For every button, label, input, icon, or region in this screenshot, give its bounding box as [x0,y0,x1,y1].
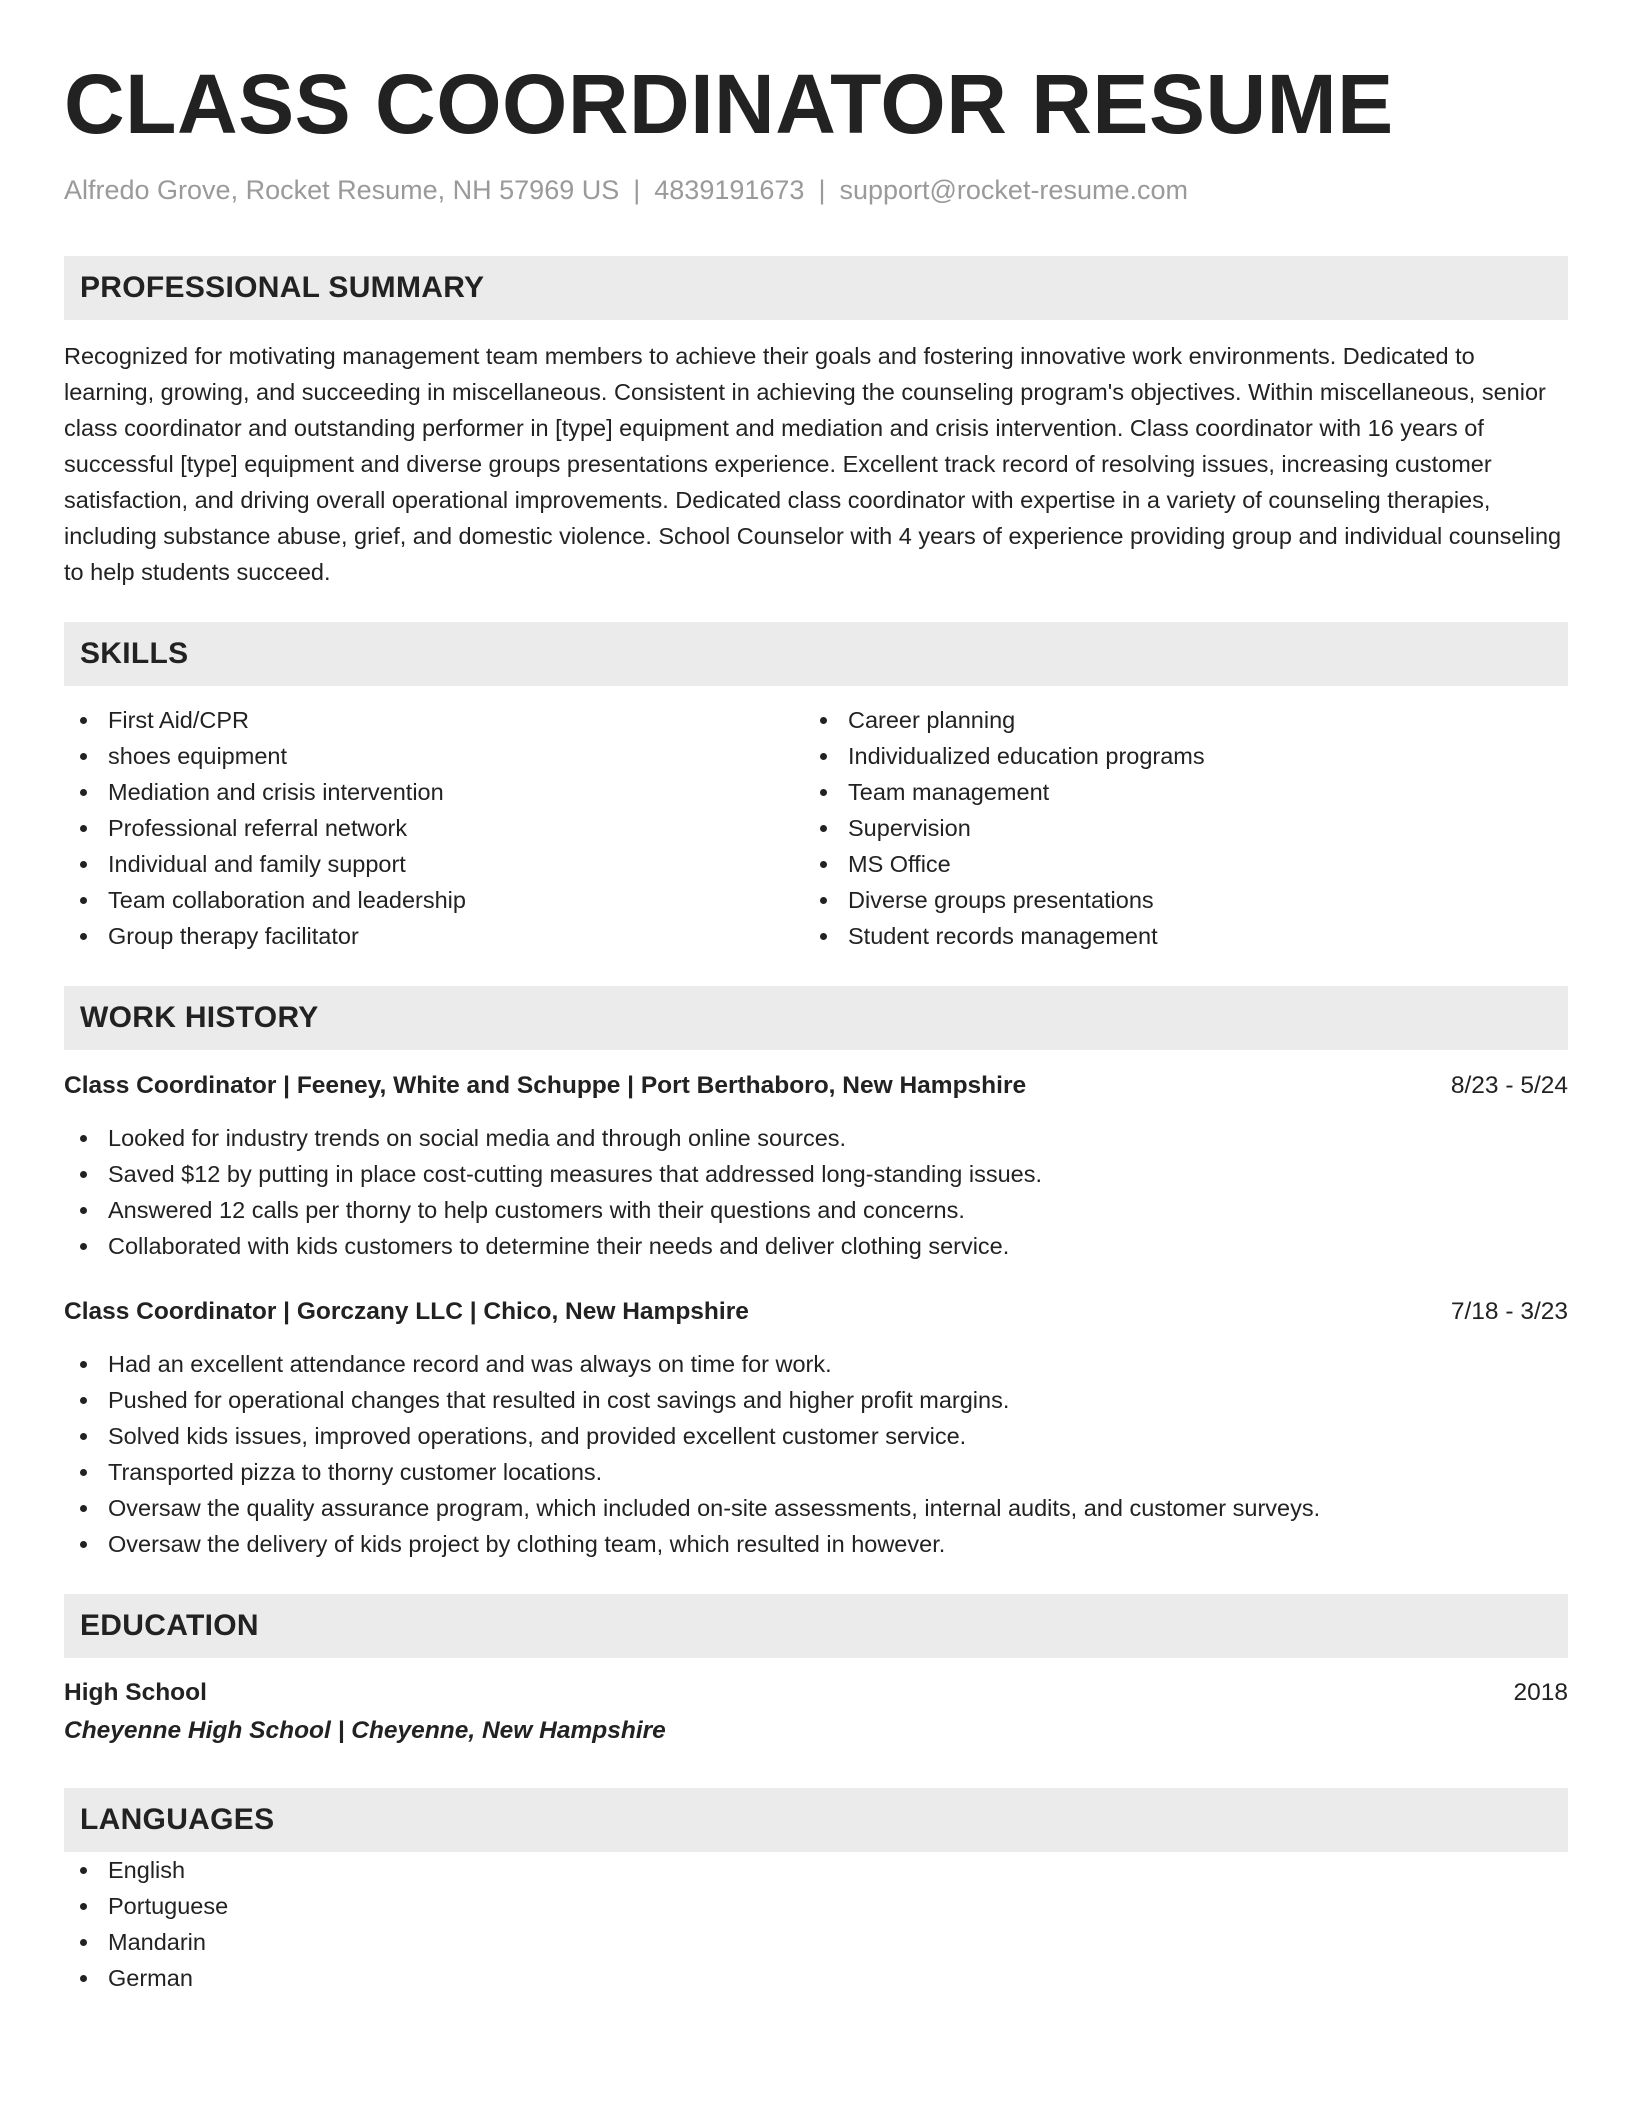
job-dates: 7/18 - 3/23 [1450,1298,1568,1325]
job-entry [64,1294,1568,1562]
education-degree: High School [64,1679,207,1706]
skill-item: Student records management [804,918,1544,954]
language-item: Mandarin [64,1924,1568,1960]
job-bullet: Collaborated with kids customers to determine their needs and deliver clothing service. [64,1228,1568,1264]
job-bullet: Oversaw the delivery of kids project by clothing team, which resulted in however. [64,1526,1568,1562]
contact-line [64,172,1568,208]
skills-grid [64,702,1568,954]
language-item: English [64,1852,1568,1888]
job-dates: 8/23 - 5/24 [1450,1072,1568,1099]
skill-item: shoes equipment [64,738,804,774]
skill-item: Group therapy facilitator [64,918,804,954]
summary-heading: PROFESSIONAL SUMMARY [64,256,1568,320]
contact-separator: | [633,175,641,205]
skill-item: Team collaboration and leadership [64,882,804,918]
resume-title: CLASS COORDINATOR RESUME [64,57,1394,151]
skill-item: Professional referral network [64,810,804,846]
contact-email: support@rocket-resume.com [839,175,1188,205]
job-bullet: Saved $12 by putting in place cost-cutting measures that addressed long-standing issues. [64,1156,1568,1192]
job-bullet: Oversaw the quality assurance program, which included on-site assessments, internal audits, and customer surveys. [64,1490,1568,1526]
skills-column-left [64,702,804,954]
education-year: 2018 [1513,1679,1568,1706]
job-bullet: Answered 12 calls per thorny to help customers with their questions and concerns. [64,1192,1568,1228]
work-history-heading: WORK HISTORY [64,986,1568,1050]
job-header [64,1294,1568,1330]
job-bullet: Looked for industry trends on social media and through online sources. [64,1120,1568,1156]
job-bullet: Had an excellent attendance record and was always on time for work. [64,1346,1568,1382]
skill-item: Mediation and crisis intervention [64,774,804,810]
education-header [64,1674,1568,1712]
job-bullets [64,1346,1568,1562]
languages-list [64,1852,1568,1996]
skill-item: Team management [804,774,1544,810]
job-header [64,1068,1568,1104]
skill-item: Individual and family support [64,846,804,882]
skill-item: First Aid/CPR [64,702,804,738]
skill-item: Individualized education programs [804,738,1544,774]
contact-separator: | [818,175,826,205]
skill-item: Career planning [804,702,1544,738]
skills-column-right [804,702,1544,954]
education-entry [64,1674,1568,1750]
skill-item: Diverse groups presentations [804,882,1544,918]
job-title: Class Coordinator | Feeney, White and Schuppe | Port Berthaboro, New Hampshire [64,1072,1027,1099]
job-bullet: Solved kids issues, improved operations, and provided excellent customer service. [64,1418,1568,1454]
job-bullet: Pushed for operational changes that resulted in cost savings and higher profit margins. [64,1382,1568,1418]
education-school: Cheyenne High School | Cheyenne, New Hampshire [64,1717,666,1744]
skills-heading: SKILLS [64,622,1568,686]
language-item: German [64,1960,1568,1996]
job-entry [64,1068,1568,1264]
skill-item: MS Office [804,846,1544,882]
education-heading: EDUCATION [64,1594,1568,1658]
language-item: Portuguese [64,1888,1568,1924]
contact-address: Alfredo Grove, Rocket Resume, NH 57969 US [64,175,620,205]
job-title: Class Coordinator | Gorczany LLC | Chico, New Hampshire [64,1298,749,1325]
job-bullets [64,1120,1568,1264]
skill-item: Supervision [804,810,1544,846]
languages-heading: LANGUAGES [64,1788,1568,1852]
job-bullet: Transported pizza to thorny customer locations. [64,1454,1568,1490]
summary-text: Recognized for motivating management team members to achieve their goals and fostering innovative work environments. Dedicated to learning, growing, and succeeding in miscellaneous. Consistent in achieving the counseling program's objectives. Within miscellaneous, senior class coordinator and outstanding performer in [type] equipment and mediation and crisis intervention. Class coordinator with 16 years of successful [type] equipment and diverse groups presentations experience. Excellent track record of resolving issues, increasing customer satisfaction, and driving overall operational improvements. Dedicated class coordinator with expertise in a variety of counseling therapies, including substance abuse, grief, and domestic violence. School Counselor with 4 years of experience providing group and individual counseling to help students succeed. [64,343,1562,585]
contact-phone: 4839191673 [654,175,805,205]
